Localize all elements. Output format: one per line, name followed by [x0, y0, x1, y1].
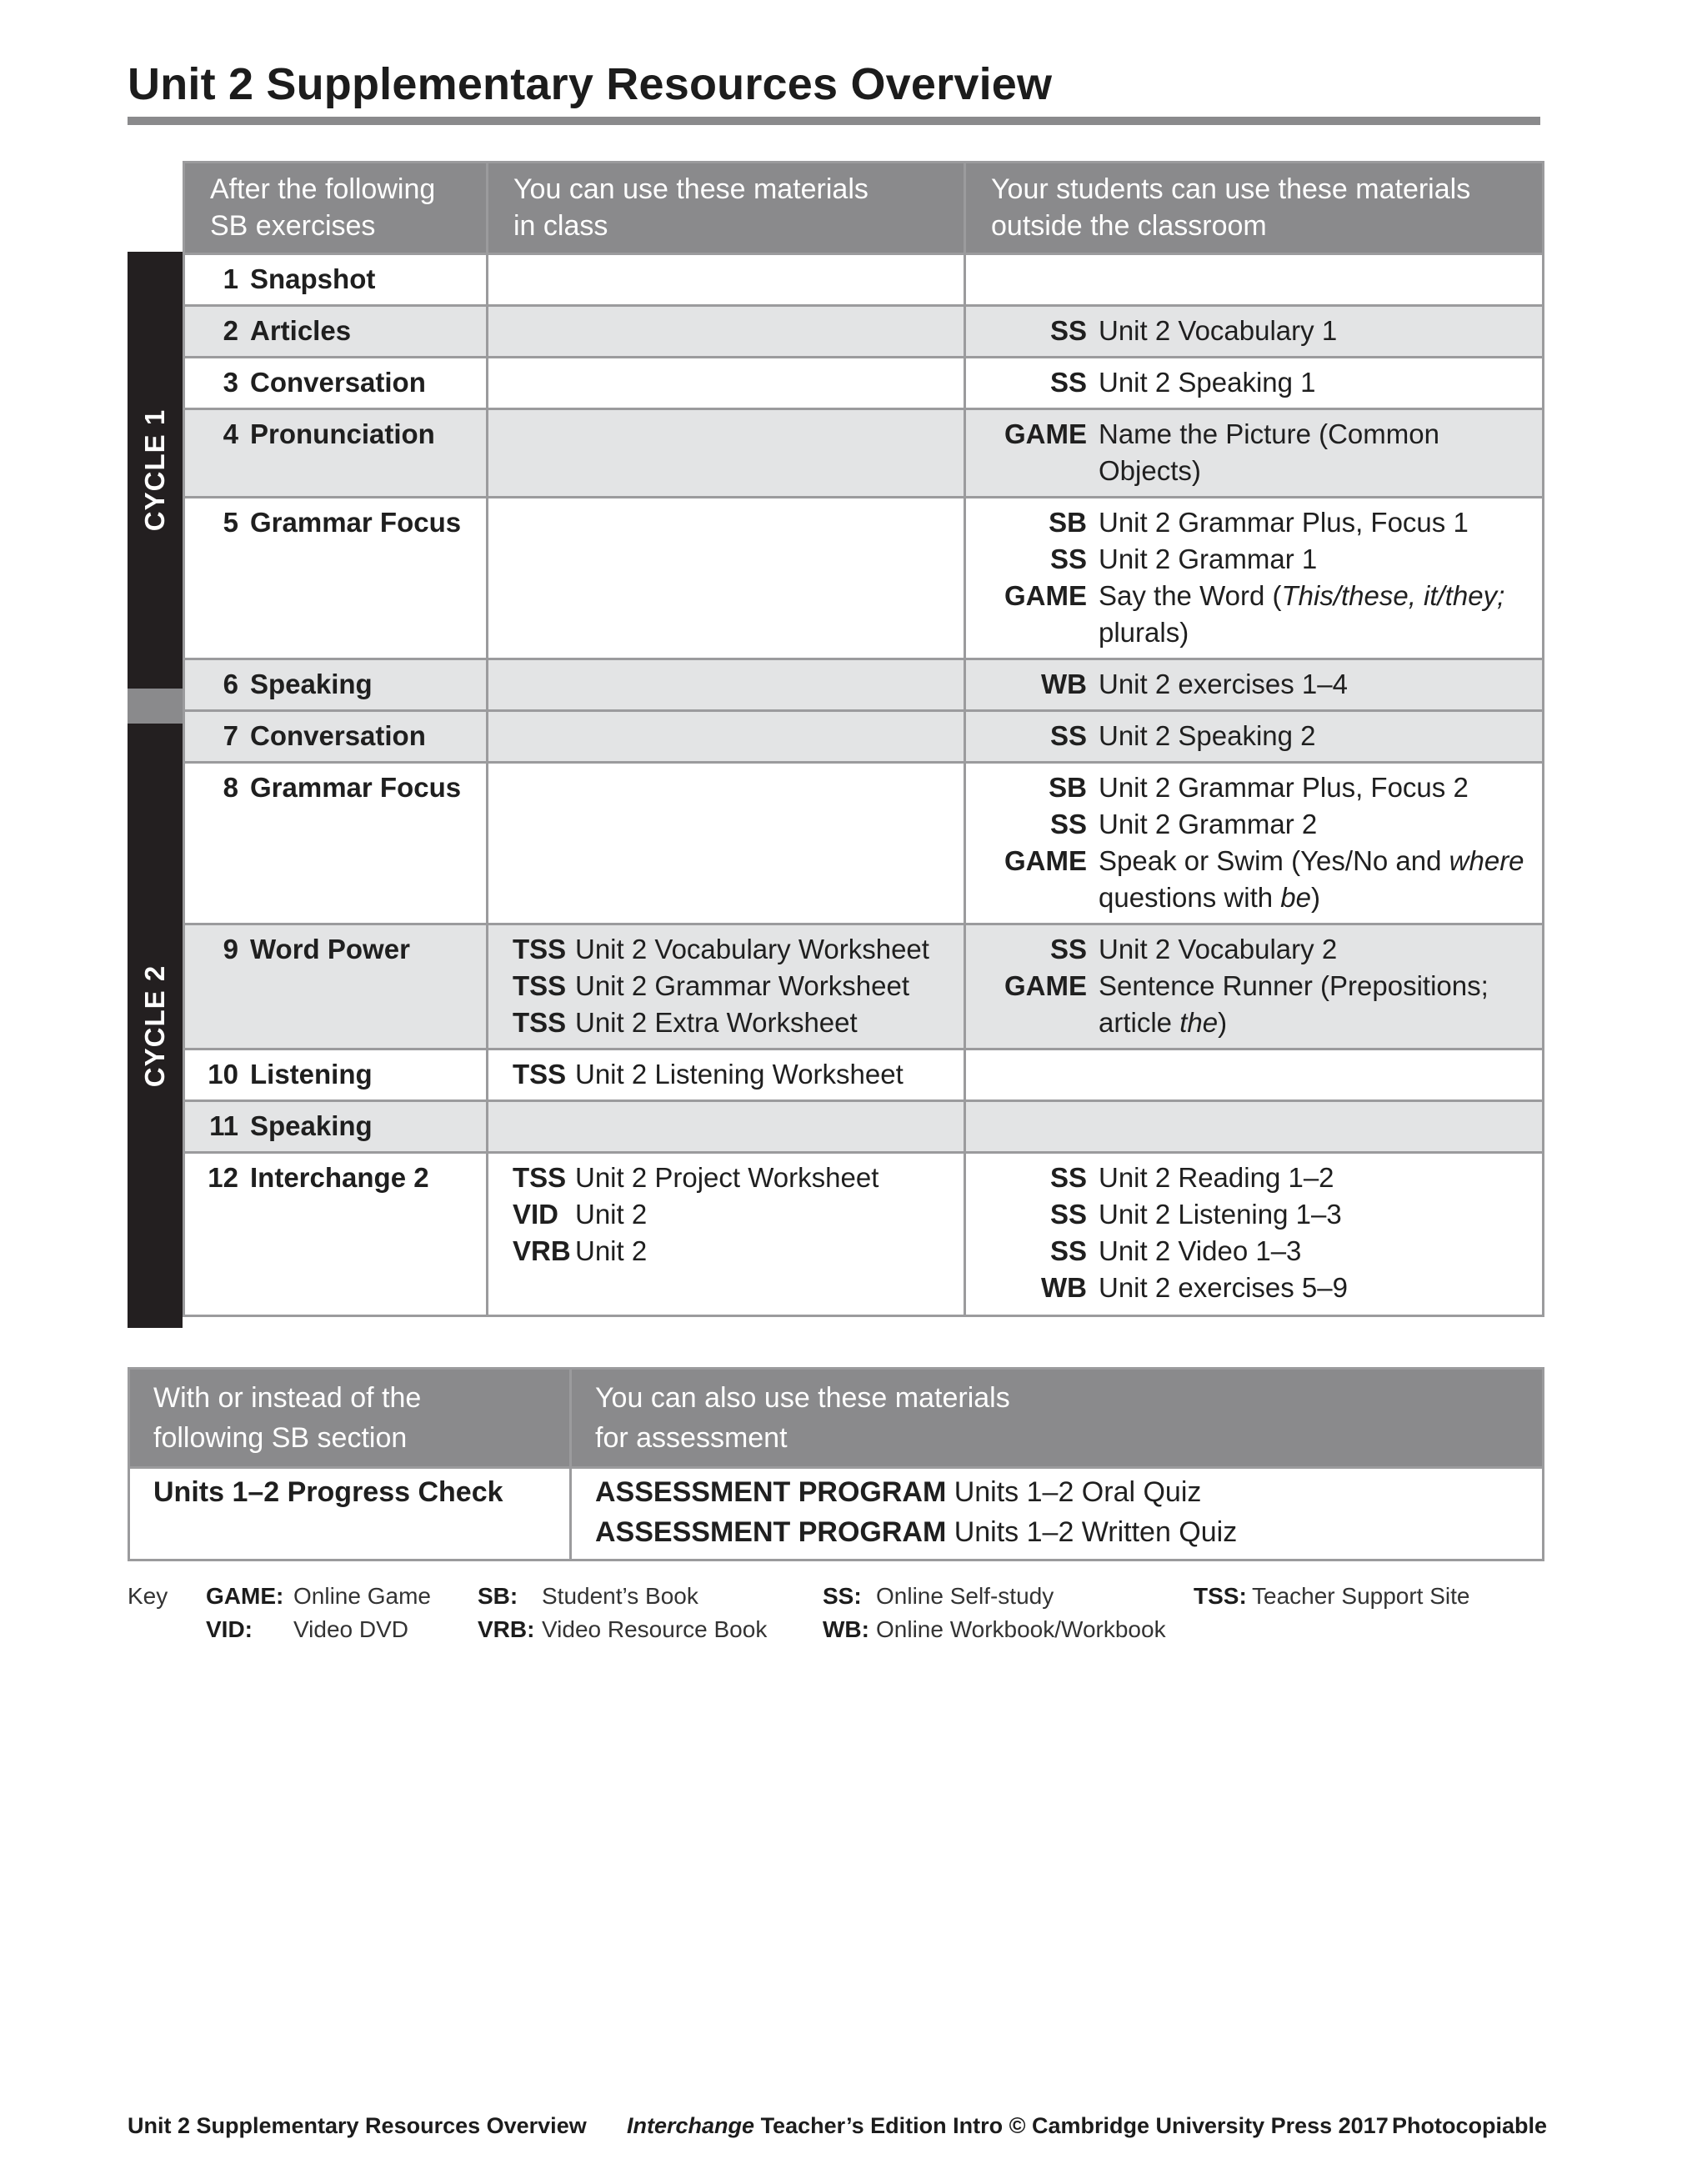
material-code: TSS: [513, 934, 567, 964]
material-text: Unit 2 exercises 5–9: [1099, 1272, 1348, 1303]
assessment-materials: [571, 1468, 1544, 1560]
title-rule: [128, 117, 1540, 125]
key-meaning: Teacher Support Site: [1252, 1583, 1470, 1609]
assessment-item: [595, 1512, 1519, 1552]
outside-cell: [965, 358, 1544, 409]
in_class-cell: [488, 711, 965, 763]
table-row: [184, 254, 1544, 306]
material-text: Unit 2 Reading 1–2: [1099, 1162, 1334, 1193]
material-text: Speak or Swim (Yes/No and where questions with be): [1099, 845, 1524, 913]
material-item: [976, 843, 1532, 916]
exercise-cell: [184, 763, 488, 924]
outside-cell: [965, 409, 1544, 498]
material-item: [976, 541, 1532, 578]
material-item: [498, 1056, 954, 1093]
material-code: GAME: [1004, 580, 1087, 611]
material-code: SS: [1049, 315, 1087, 346]
header-assessment-materials: [571, 1369, 1544, 1468]
material-text: Unit 2 Project Worksheet: [575, 1162, 879, 1193]
material-code: SS: [1049, 720, 1087, 751]
material-text: Unit 2: [575, 1235, 648, 1266]
material-code: SB: [1049, 772, 1087, 803]
in_class-cell: [488, 763, 965, 924]
material-text: Unit 2: [575, 1199, 648, 1230]
material-item: [976, 1160, 1532, 1196]
material-text: Unit 2 Speaking 2: [1099, 720, 1316, 751]
table-row: [184, 711, 1544, 763]
header-sb-exercises: [184, 163, 488, 254]
exercise-name: Snapshot: [250, 263, 376, 294]
material-code: GAME: [1004, 970, 1087, 1001]
material-item: [976, 1196, 1532, 1233]
header-line: You can also use these materials: [595, 1382, 1010, 1414]
table-row: [184, 306, 1544, 358]
assessment-row: [129, 1468, 1544, 1560]
exercise-cell: [184, 358, 488, 409]
material-code: GAME: [1004, 845, 1087, 876]
material-text: Unit 2 Extra Worksheet: [575, 1007, 858, 1038]
outside-cell: [965, 711, 1544, 763]
key-code: TSS:: [1194, 1583, 1247, 1609]
table-row: [184, 1049, 1544, 1101]
key-code: WB:: [823, 1616, 869, 1642]
key-column-2: [478, 1580, 767, 1646]
material-item: [498, 1004, 954, 1041]
material-text: Unit 2 Grammar Worksheet: [575, 970, 909, 1001]
material-item: [976, 718, 1532, 754]
material-code: GAME: [1004, 418, 1087, 449]
material-code: VRB: [513, 1235, 571, 1266]
cycle-2-label: CYCLE 2: [139, 964, 170, 1087]
footer-left: Unit 2 Supplementary Resources Overview: [128, 2113, 587, 2138]
exercise-number: 10: [208, 1059, 238, 1089]
table-row: [184, 1153, 1544, 1316]
cycle-1-label: CYCLE 1: [139, 408, 170, 532]
material-text: Unit 2 Listening 1–3: [1099, 1199, 1342, 1230]
material-text: Unit 2 Grammar Plus, Focus 1: [1099, 507, 1469, 538]
material-code: SS: [1049, 1199, 1087, 1230]
material-item: [976, 1233, 1532, 1270]
in_class-cell: [488, 498, 965, 659]
footer-credit: [627, 2113, 1389, 2139]
exercise-name: Conversation: [250, 367, 426, 398]
key-meaning: Video DVD: [293, 1616, 409, 1642]
exercise-name: Listening: [250, 1059, 373, 1089]
header-line: After the following: [210, 173, 436, 205]
header-line: outside the classroom: [991, 210, 1267, 242]
exercise-cell: [184, 409, 488, 498]
in_class-cell: [488, 924, 965, 1049]
exercise-number: 9: [223, 934, 238, 964]
exercise-number: 3: [223, 367, 238, 398]
exercise-number: 5: [223, 507, 238, 538]
material-text: Unit 2 Vocabulary Worksheet: [575, 934, 929, 964]
assessment-text: Units 1–2 Written Quiz: [954, 1516, 1238, 1548]
resources-table: [183, 161, 1544, 1317]
material-code: TSS: [513, 1059, 567, 1089]
header-line: Your students can use these materials: [991, 173, 1471, 205]
exercise-name: Pronunciation: [250, 418, 435, 449]
exercise-cell: [184, 1153, 488, 1316]
outside-cell: [965, 1153, 1544, 1316]
material-item: [498, 1196, 954, 1233]
material-item: [976, 806, 1532, 843]
exercise-number: 1: [223, 263, 238, 294]
assessment-text: Units 1–2 Oral Quiz: [954, 1476, 1202, 1508]
material-item: [976, 504, 1532, 541]
material-text: Unit 2 exercises 1–4: [1099, 669, 1348, 699]
key-meaning: Online Self-study: [876, 1583, 1054, 1609]
material-code: SS: [1049, 367, 1087, 398]
material-text: Say the Word (This/these, it/they; plurals): [1099, 580, 1505, 648]
material-text: Name the Picture (Common Objects): [1099, 418, 1439, 486]
cycle-2-bar: [128, 724, 183, 1328]
table-row: [184, 358, 1544, 409]
material-item: [976, 578, 1532, 651]
material-item: [976, 1270, 1532, 1306]
exercise-number: 6: [223, 669, 238, 699]
material-code: VID: [513, 1199, 559, 1230]
exercise-name: Interchange 2: [250, 1162, 429, 1193]
material-text: Unit 2 Listening Worksheet: [575, 1059, 904, 1089]
exercise-cell: [184, 659, 488, 711]
material-text: Unit 2 Vocabulary 2: [1099, 934, 1338, 964]
material-item: [976, 364, 1532, 401]
material-text: Unit 2 Speaking 1: [1099, 367, 1316, 398]
exercise-cell: [184, 306, 488, 358]
assessment-table: [128, 1367, 1544, 1561]
material-item: [498, 968, 954, 1004]
exercise-cell: [184, 1049, 488, 1101]
exercise-name: Speaking: [250, 669, 373, 699]
material-code: SS: [1049, 543, 1087, 574]
material-item: [976, 968, 1532, 1041]
material-code: WB: [1041, 669, 1087, 699]
exercise-name: Grammar Focus: [250, 507, 462, 538]
outside-cell: [965, 1101, 1544, 1153]
exercise-name: Speaking: [250, 1110, 373, 1141]
key-column-1: [206, 1580, 431, 1646]
exercise-name: Articles: [250, 315, 352, 346]
in_class-cell: [488, 358, 965, 409]
assessment-code: ASSESSMENT PROGRAM: [595, 1516, 947, 1548]
key-meaning: Online Game: [293, 1583, 431, 1609]
footer-copyright: Teacher’s Edition Intro © Cambridge University Press 2017: [760, 2113, 1389, 2138]
material-text: Unit 2 Vocabulary 1: [1099, 315, 1338, 346]
material-text: Unit 2 Video 1–3: [1099, 1235, 1302, 1266]
exercise-number: 4: [223, 418, 238, 449]
material-item: [976, 416, 1532, 489]
key-meaning: Online Workbook/Workbook: [876, 1616, 1166, 1642]
exercise-name: Word Power: [250, 934, 410, 964]
material-code: WB: [1041, 1272, 1087, 1303]
assessment-code: ASSESSMENT PROGRAM: [595, 1476, 947, 1508]
outside-cell: [965, 763, 1544, 924]
material-item: [498, 1233, 954, 1270]
material-item: [976, 769, 1532, 806]
assessment-item: [595, 1472, 1519, 1512]
material-code: SS: [1049, 809, 1087, 839]
in_class-cell: [488, 306, 965, 358]
material-text: Unit 2 Grammar Plus, Focus 2: [1099, 772, 1469, 803]
key-column-4: [1194, 1580, 1470, 1613]
key-code: GAME:: [206, 1583, 284, 1609]
key-code: SB:: [478, 1583, 518, 1609]
assessment-header-row: [129, 1369, 1544, 1468]
outside-cell: [965, 498, 1544, 659]
header-outside-class: [965, 163, 1544, 254]
exercise-name: Conversation: [250, 720, 426, 751]
in_class-cell: [488, 1153, 965, 1316]
outside-cell: [965, 1049, 1544, 1101]
material-item: [498, 931, 954, 968]
table-header-row: [184, 163, 1544, 254]
exercise-name: Grammar Focus: [250, 772, 462, 803]
material-code: SB: [1049, 507, 1087, 538]
material-text: Unit 2 Grammar 2: [1099, 809, 1318, 839]
material-item: [498, 1160, 954, 1196]
key-meaning: Student’s Book: [542, 1583, 698, 1609]
material-code: SS: [1049, 934, 1087, 964]
in_class-cell: [488, 1049, 965, 1101]
outside-cell: [965, 306, 1544, 358]
key-code: SS:: [823, 1583, 862, 1609]
in_class-cell: [488, 659, 965, 711]
in_class-cell: [488, 1101, 965, 1153]
footer-right: Photocopiable: [1392, 2113, 1548, 2138]
material-code: SS: [1049, 1162, 1087, 1193]
material-code: SS: [1049, 1235, 1087, 1266]
key-column-3: [823, 1580, 1166, 1646]
key-label: Key: [128, 1583, 168, 1609]
exercise-number: 7: [223, 720, 238, 751]
exercise-cell: [184, 1101, 488, 1153]
header-sb-section: [129, 1369, 571, 1468]
in_class-cell: [488, 409, 965, 498]
key-code: VRB:: [478, 1616, 535, 1642]
header-line: You can use these materials: [513, 173, 869, 205]
header-line: in class: [513, 210, 608, 242]
exercise-number: 8: [223, 772, 238, 803]
header-line: for assessment: [595, 1422, 788, 1454]
material-item: [976, 313, 1532, 349]
key-meaning: Video Resource Book: [542, 1616, 768, 1642]
material-text: Sentence Runner (Prepositions; article the): [1099, 970, 1489, 1038]
table-row: [184, 924, 1544, 1049]
material-code: TSS: [513, 970, 567, 1001]
table-row: [184, 409, 1544, 498]
header-line: following SB section: [153, 1422, 408, 1454]
material-code: TSS: [513, 1007, 567, 1038]
exercise-cell: [184, 254, 488, 306]
outside-cell: [965, 659, 1544, 711]
footer-series: Interchange: [627, 2113, 755, 2138]
outside-cell: [965, 924, 1544, 1049]
exercise-number: 2: [223, 315, 238, 346]
exercise-number: 11: [209, 1110, 238, 1141]
header-line: SB exercises: [210, 210, 376, 242]
material-text: Unit 2 Grammar 1: [1099, 543, 1318, 574]
table-row: [184, 763, 1544, 924]
cycle-1-bar: [128, 252, 183, 689]
table-row: [184, 1101, 1544, 1153]
page-title: Unit 2 Supplementary Resources Overview: [128, 59, 1053, 109]
key-code: VID:: [206, 1616, 253, 1642]
table-row: [184, 659, 1544, 711]
material-item: [976, 931, 1532, 968]
exercise-cell: [184, 711, 488, 763]
in_class-cell: [488, 254, 965, 306]
header-line: With or instead of the: [153, 1382, 422, 1414]
assessment-section: Units 1–2 Progress Check: [129, 1468, 571, 1560]
header-in-class: [488, 163, 965, 254]
exercise-cell: [184, 498, 488, 659]
material-item: [976, 666, 1532, 703]
outside-cell: [965, 254, 1544, 306]
table-row: [184, 498, 1544, 659]
material-code: TSS: [513, 1162, 567, 1193]
exercise-cell: [184, 924, 488, 1049]
exercise-number: 12: [208, 1162, 238, 1193]
